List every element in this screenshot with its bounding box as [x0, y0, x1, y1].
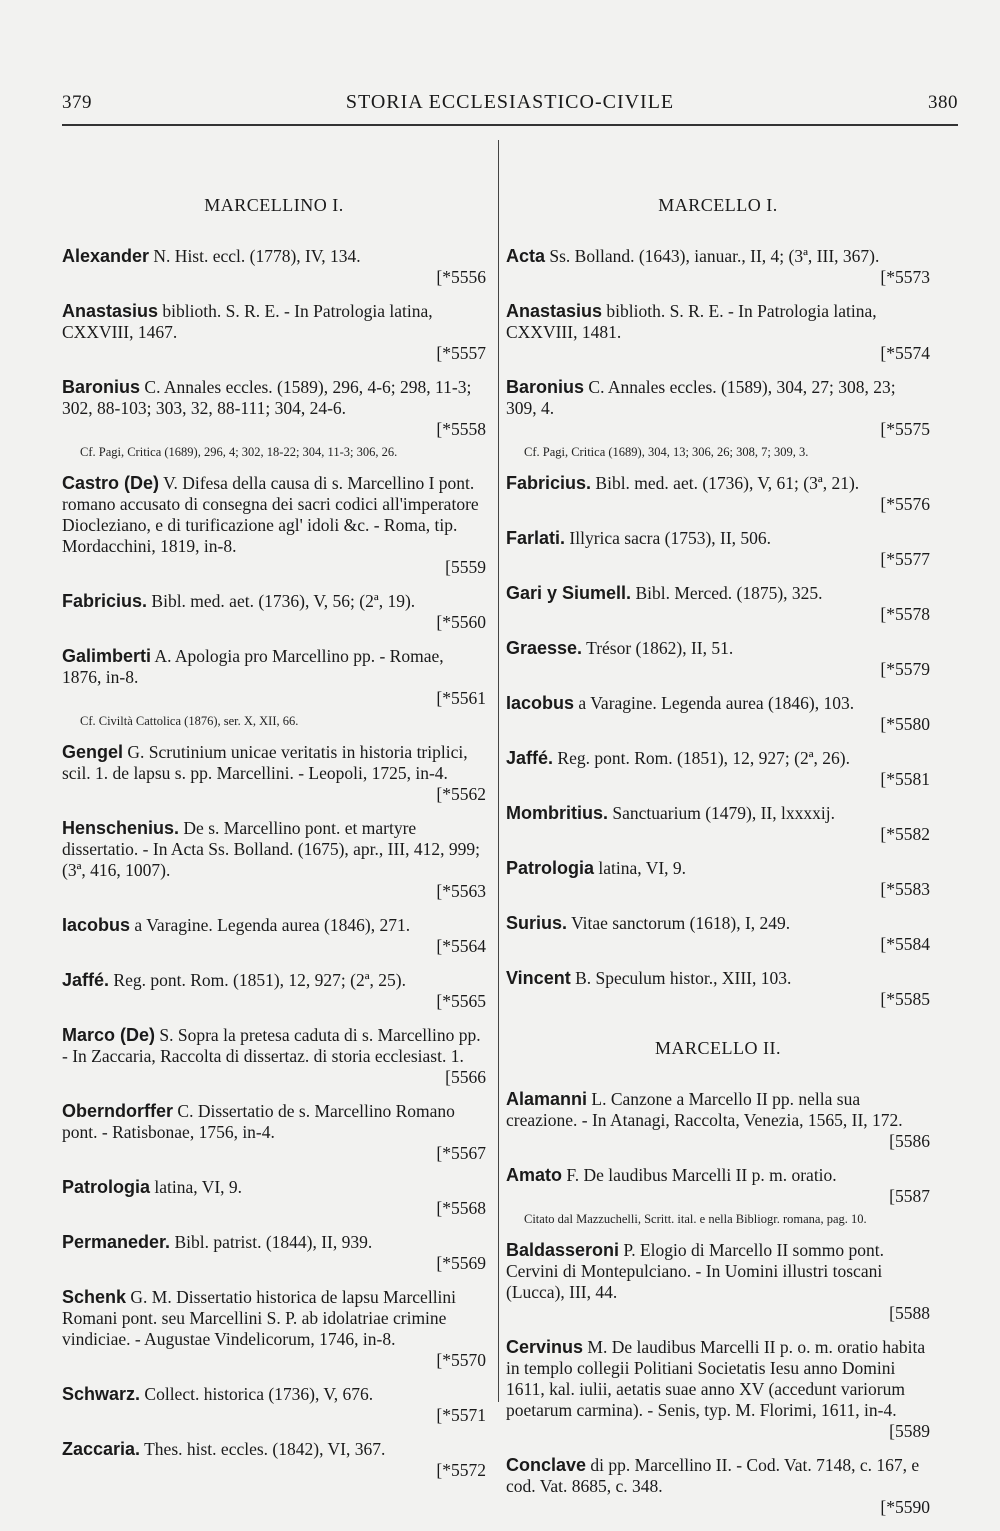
entry-text: biblioth. S. R. E. - In Patrologia latina, CXXVIII, 1467.: [62, 301, 433, 342]
entry-body: [506, 1165, 930, 1186]
entry-author: Alamanni: [506, 1089, 588, 1109]
entry-text: L. Canzone a Marcello II pp. nella sua creazione. - In Atanagi, Raccolta, Venezia, 1565, II, 172.: [506, 1089, 903, 1130]
entry-author: Baldasseroni: [506, 1240, 620, 1260]
entry-body: [506, 246, 930, 267]
entry-reference-number: [*5558: [436, 419, 486, 439]
bibliography-entry: [506, 858, 930, 900]
entry-note: Cf. Pagi, Critica (1689), 296, 4; 302, 18-22; 304, 11-3; 306, 26.: [80, 445, 398, 459]
entry-text: A. Apologia pro Marcellino pp. - Romae, 1876, in-8.: [62, 646, 444, 687]
entry-body: [506, 1337, 930, 1421]
entry-author: Henschenius.: [62, 818, 180, 838]
entry-body: [62, 818, 486, 881]
running-title: STORIA ECCLESIASTICO-CIVILE: [345, 91, 675, 113]
bibliography-entry: [62, 742, 486, 805]
entry-body: [506, 693, 930, 714]
entry-reference-number: [*5567: [436, 1143, 486, 1163]
entry-body: [506, 1455, 930, 1497]
entry-body: [506, 301, 930, 343]
entry-body: [506, 968, 930, 989]
entry-text: F. De laudibus Marcelli II p. m. oratio.: [562, 1165, 837, 1185]
entry-text: Sanctuarium (1479), II, lxxxxij.: [608, 803, 835, 823]
bibliography-entry: [62, 1439, 486, 1481]
bibliography-entry: [506, 693, 930, 735]
bibliography-entry: [62, 646, 486, 729]
entry-text: Ss. Bolland. (1643), ianuar., II, 4; (3ª, III, 367).: [545, 246, 880, 266]
entry-body: [62, 915, 486, 936]
left-entry-list: [62, 246, 486, 1481]
bibliography-entry: [62, 970, 486, 1012]
entry-reference-number: [5566: [445, 1067, 486, 1087]
entry-reference-number: [5559: [445, 557, 486, 577]
bibliography-entry: [62, 301, 486, 364]
entry-text: Bibl. med. aet. (1736), V, 56; (2ª, 19).: [147, 591, 416, 611]
entry-body: [62, 591, 486, 612]
entry-text: C. Dissertatio de s. Marcellino Romano pont. - Ratisbonae, 1756, in-4.: [62, 1101, 455, 1142]
entry-reference-number: [*5574: [880, 343, 930, 363]
bibliography-entry: [506, 528, 930, 570]
entry-author: Oberndorffer: [62, 1101, 174, 1121]
entry-body: [62, 970, 486, 991]
entry-body: [62, 473, 486, 557]
entry-author: Farlati.: [506, 528, 566, 548]
bibliography-entry: [506, 377, 930, 460]
entry-author: Permaneder.: [62, 1232, 171, 1252]
bibliography-entry: [506, 1455, 930, 1518]
entry-author: Baronius: [506, 377, 585, 397]
right-entry-list-2: [506, 1089, 930, 1518]
bibliography-entry: [62, 1232, 486, 1274]
header-rule: [62, 124, 958, 126]
bibliography-entry: [506, 301, 930, 364]
entry-reference-number: [*5572: [436, 1460, 486, 1480]
section-heading-marcellino-i: MARCELLINO I.: [204, 195, 344, 215]
entry-author: Mombritius.: [506, 803, 608, 823]
entry-reference-number: [*5557: [436, 343, 486, 363]
entry-body: [62, 646, 486, 688]
entry-text: P. Elogio di Marcello II sommo pont. Cervini di Montepulciano. - In Uomini illustri toscani (Lucca), III, 44.: [506, 1240, 884, 1302]
bibliography-entry: [506, 748, 930, 790]
entry-body: [62, 377, 486, 419]
entry-text: latina, VI, 9.: [150, 1177, 243, 1197]
entry-body: [506, 377, 930, 419]
entry-text: Illyrica sacra (1753), II, 506.: [565, 528, 772, 548]
entry-author: Schenk: [62, 1287, 127, 1307]
entry-body: [62, 1177, 486, 1198]
entry-body: [62, 1025, 486, 1067]
bibliography-entry: [506, 473, 930, 515]
entry-author: Gengel: [62, 742, 124, 762]
left-column: [62, 140, 486, 1494]
entry-author: Acta: [506, 246, 546, 266]
entry-reference-number: [*5563: [436, 881, 486, 901]
bibliography-entry: [62, 1384, 486, 1426]
bibliography-entry: [506, 1240, 930, 1324]
entry-reference-number: [*5577: [880, 549, 930, 569]
entry-author: Amato: [506, 1165, 563, 1185]
entry-reference-number: [*5556: [436, 267, 486, 287]
entry-text: Bibl. med. aet. (1736), V, 61; (3ª, 21).: [591, 473, 860, 493]
entry-text: G. M. Dissertatio historica de lapsu Marcellini Romani pont. seu Marcellini S. P. ab idolatriae crimine vindiciae. - Augustae Vindelicorum, 1746, in-8.: [62, 1287, 457, 1349]
entry-author: Fabricius.: [62, 591, 148, 611]
entry-author: Jaffé.: [62, 970, 110, 990]
entry-reference-number: [*5581: [880, 769, 930, 789]
entry-text: De s. Marcellino pont. et martyre dissertatio. - In Acta Ss. Bolland. (1675), apr., III, 412, 999; (3ª, 416, 1007).: [62, 818, 480, 880]
entry-text: N. Hist. eccl. (1778), IV, 134.: [149, 246, 361, 266]
bibliography-entry: [62, 246, 486, 288]
section-heading-marcello-i: MARCELLO I.: [658, 195, 778, 215]
entry-reference-number: [*5562: [436, 784, 486, 804]
entry-reference-number: [*5571: [436, 1405, 486, 1425]
entry-body: [62, 742, 486, 784]
entry-note: Citato dal Mazzuchelli, Scritt. ital. e nella Bibliogr. romana, pag. 10.: [524, 1212, 867, 1226]
entry-reference-number: [*5578: [880, 604, 930, 624]
entry-body: [62, 1439, 486, 1460]
entry-reference-number: [*5570: [436, 1350, 486, 1370]
entry-reference-number: [*5583: [880, 879, 930, 899]
entry-reference-number: [*5582: [880, 824, 930, 844]
bibliography-entry: [62, 818, 486, 902]
entry-body: [62, 1232, 486, 1253]
entry-reference-number: [*5573: [880, 267, 930, 287]
entry-text: C. Annales eccles. (1589), 296, 4-6; 298, 11-3; 302, 88-103; 303, 32, 88-111; 304, 24-6.: [62, 377, 472, 418]
entry-author: Marco (De): [62, 1025, 156, 1045]
entry-reference-number: [*5560: [436, 612, 486, 632]
entry-reference-number: [*5564: [436, 936, 486, 956]
entry-reference-number: [*5585: [880, 989, 930, 1009]
entry-body: [506, 473, 930, 494]
bibliography-entry: [506, 1337, 930, 1442]
bibliography-entry: [62, 591, 486, 633]
entry-reference-number: [*5569: [436, 1253, 486, 1273]
entry-text: biblioth. S. R. E. - In Patrologia latina, CXXVIII, 1481.: [506, 301, 877, 342]
bibliography-entry: [62, 1101, 486, 1164]
page-number-right: 380: [928, 92, 958, 113]
entry-text: G. Scrutinium unicae veritatis in historia triplici, scil. 1. de lapsu s. pp. Marcellini. - Leopoli, 1725, in-4.: [62, 742, 468, 783]
entry-author: Fabricius.: [506, 473, 592, 493]
entry-author: Patrologia: [62, 1177, 151, 1197]
entry-body: [506, 913, 930, 934]
bibliography-entry: [62, 1025, 486, 1088]
entry-author: Iacobus: [506, 693, 575, 713]
bibliography-entry: [506, 1089, 930, 1152]
entry-author: Schwarz.: [62, 1384, 141, 1404]
entry-body: [506, 638, 930, 659]
entry-body: [506, 1240, 930, 1303]
entry-body: [506, 1089, 930, 1131]
entry-reference-number: [*5580: [880, 714, 930, 734]
section-heading-marcello-ii: MARCELLO II.: [655, 1038, 781, 1058]
entry-author: Anastasius: [506, 301, 603, 321]
entry-body: [62, 301, 486, 343]
entry-author: Zaccaria.: [62, 1439, 141, 1459]
bibliography-entry: [62, 1177, 486, 1219]
bibliography-entry: [62, 915, 486, 957]
entry-text: Reg. pont. Rom. (1851), 12, 927; (2ª, 25).: [109, 970, 406, 990]
entry-body: [506, 528, 930, 549]
entry-text: di pp. Marcellino II. - Cod. Vat. 7148, c. 167, e cod. Vat. 8685, c. 348.: [506, 1455, 920, 1496]
bibliography-entry: [506, 913, 930, 955]
bibliography-entry: [506, 638, 930, 680]
entry-text: S. Sopra la pretesa caduta di s. Marcellino pp. - In Zaccaria, Raccolta di dissertaz. di storia ecclesiast. 1.: [62, 1025, 481, 1066]
entry-body: [62, 1101, 486, 1143]
entry-reference-number: [5588: [889, 1303, 930, 1323]
bibliography-entry: [506, 1165, 930, 1227]
entry-author: Surius.: [506, 913, 568, 933]
entry-reference-number: [5589: [889, 1421, 930, 1441]
entry-reference-number: [*5576: [880, 494, 930, 514]
entry-author: Vincent: [506, 968, 571, 988]
column-divider: [498, 140, 499, 1402]
entry-body: [506, 748, 930, 769]
entry-body: [62, 246, 486, 267]
entry-text: Bibl. Merced. (1875), 325.: [631, 583, 823, 603]
entry-text: B. Speculum histor., XIII, 103.: [570, 968, 792, 988]
entry-body: [506, 803, 930, 824]
entry-author: Gari y Siumell.: [506, 583, 632, 603]
entry-reference-number: [*5575: [880, 419, 930, 439]
entry-text: a Varagine. Legenda aurea (1846), 271.: [130, 915, 411, 935]
entry-text: Collect. historica (1736), V, 676.: [140, 1384, 374, 1404]
entry-text: M. De laudibus Marcelli II p. o. m. oratio habita in templo collegii Politiani Societatis Iesu anno Domini 1611, kal. iulii, aetatis suae anno XV (accedunt variorum poetarum carmina). - Senis, typ. M. Florimi, 1611, in-4.: [506, 1337, 926, 1420]
entry-reference-number: [5587: [889, 1186, 930, 1206]
entry-body: [62, 1287, 486, 1350]
entry-reference-number: [*5590: [880, 1497, 930, 1517]
entry-body: [62, 1384, 486, 1405]
entry-text: C. Annales eccles. (1589), 304, 27; 308, 23; 309, 4.: [506, 377, 896, 418]
entry-text: Bibl. patrist. (1844), II, 939.: [170, 1232, 373, 1252]
entry-author: Alexander: [62, 246, 150, 266]
entry-reference-number: [*5561: [436, 688, 486, 708]
entry-author: Cervinus: [506, 1337, 584, 1357]
entry-author: Patrologia: [506, 858, 595, 878]
entry-text: V. Difesa della causa di s. Marcellino I pont. romano accusato di consegna dei sacri codici all'imperatore Diocleziano, e di turificazione agl' idoli &c. - Roma, tip. Mordacchini, 1819, in-8.: [62, 473, 479, 556]
entry-text: Reg. pont. Rom. (1851), 12, 927; (2ª, 26).: [553, 748, 850, 768]
entry-author: Jaffé.: [506, 748, 554, 768]
entry-body: [506, 583, 930, 604]
entry-reference-number: [*5565: [436, 991, 486, 1011]
bibliography-entry: [62, 1287, 486, 1371]
bibliography-entry: [62, 473, 486, 578]
bibliography-entry: [506, 246, 930, 288]
entry-author: Anastasius: [62, 301, 159, 321]
entry-text: latina, VI, 9.: [594, 858, 687, 878]
entry-author: Galimberti: [62, 646, 152, 666]
bibliography-entry: [506, 968, 930, 1010]
entry-text: a Varagine. Legenda aurea (1846), 103.: [574, 693, 855, 713]
bibliography-entry: [506, 803, 930, 845]
right-entry-list-1: [506, 246, 930, 1010]
entry-reference-number: [*5584: [880, 934, 930, 954]
page-header: [62, 88, 958, 124]
entry-author: Baronius: [62, 377, 141, 397]
entry-author: Castro (De): [62, 473, 160, 493]
entry-author: Graesse.: [506, 638, 583, 658]
entry-author: Conclave: [506, 1455, 587, 1475]
entry-text: Trésor (1862), II, 51.: [582, 638, 734, 658]
entry-text: Thes. hist. eccles. (1842), VI, 367.: [140, 1439, 386, 1459]
bibliography-entry: [62, 377, 486, 460]
page-number-left: 379: [62, 92, 92, 113]
bibliography-entry: [506, 583, 930, 625]
entry-reference-number: [*5568: [436, 1198, 486, 1218]
entry-text: Vitae sanctorum (1618), I, 249.: [567, 913, 791, 933]
entry-note: Cf. Civiltà Cattolica (1876), ser. X, XII, 66.: [80, 714, 299, 728]
entry-reference-number: [*5579: [880, 659, 930, 679]
entry-author: Iacobus: [62, 915, 131, 935]
right-column: [506, 140, 930, 1531]
entry-note: Cf. Pagi, Critica (1689), 304, 13; 306, 26; 308, 7; 309, 3.: [524, 445, 809, 459]
entry-body: [506, 858, 930, 879]
entry-reference-number: [5586: [889, 1131, 930, 1151]
